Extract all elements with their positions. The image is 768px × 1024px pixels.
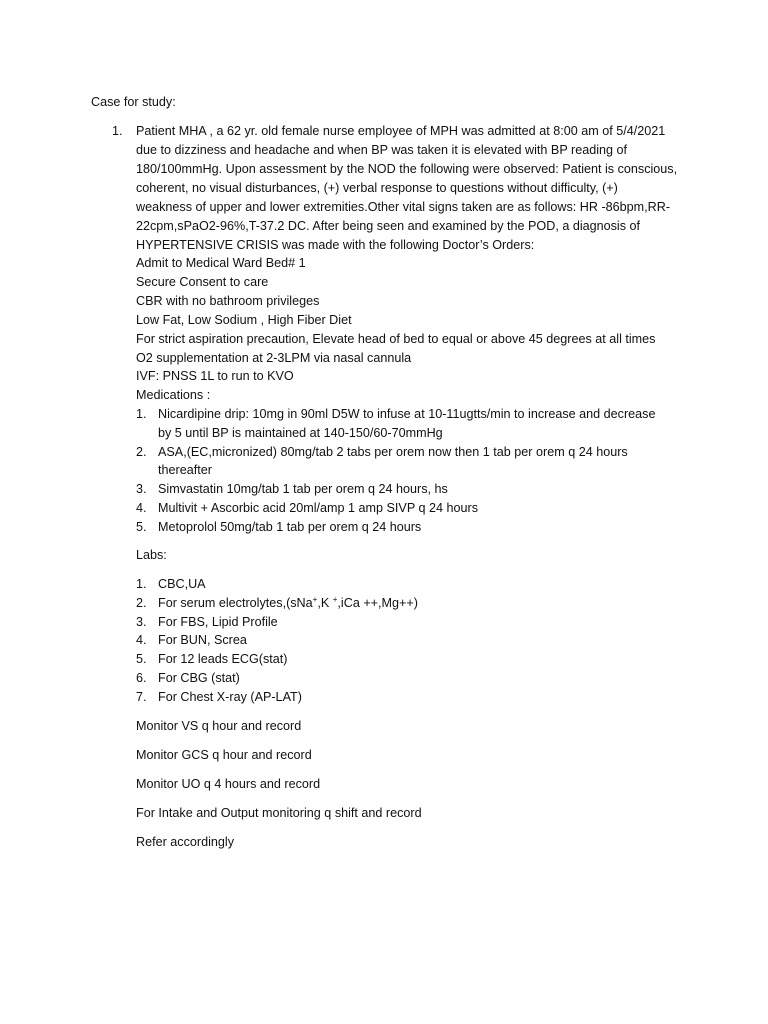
intro-line: due to dizziness and headache and when BP was taken it is elevated with BP reading of bbox=[136, 143, 628, 157]
medication-line: Nicardipine drip: 10mg in 90ml D5W to infuse at 10-11ugtts/min to increase and decrease bbox=[158, 407, 656, 421]
lab-number: 2. bbox=[136, 596, 147, 610]
monitoring-item: Monitor VS q hour and record bbox=[136, 719, 302, 733]
medication-number: 3. bbox=[136, 482, 147, 496]
lab-number: 1. bbox=[136, 577, 147, 591]
medication-line: Simvastatin 10mg/tab 1 tab per orem q 24 hours, hs bbox=[158, 482, 448, 496]
medication-number: 2. bbox=[136, 445, 147, 459]
intro-line: coherent, no visual disturbances, (+) verbal response to questions without difficulty, (+) bbox=[136, 181, 618, 195]
order-item: CBR with no bathroom privileges bbox=[136, 294, 320, 308]
lab-number: 6. bbox=[136, 671, 147, 685]
lab-item: For BUN, Screa bbox=[158, 633, 247, 647]
intro-line: 22cpm,sPaO2-96%,T-37.2 DC. After being seen and examined by the POD, a diagnosis of bbox=[136, 219, 641, 233]
lab-number: 5. bbox=[136, 652, 147, 666]
order-item: Secure Consent to care bbox=[136, 275, 269, 289]
lab-text: For serum electrolytes,(sNa bbox=[158, 596, 313, 610]
lab-item: For 12 leads ECG(stat) bbox=[158, 652, 288, 666]
order-item: For strict aspiration precaution, Elevate head of bed to equal or above 45 degrees at all times bbox=[136, 332, 656, 346]
monitoring-item: Monitor GCS q hour and record bbox=[136, 748, 312, 762]
order-item: IVF: PNSS 1L to run to KVO bbox=[136, 369, 294, 383]
medication-number: 5. bbox=[136, 520, 147, 534]
monitoring-item: Refer accordingly bbox=[136, 835, 234, 849]
superscript-plus: + bbox=[332, 595, 338, 604]
medications-label: Medications : bbox=[136, 388, 211, 402]
lab-text: ,K bbox=[317, 596, 333, 610]
lab-number: 3. bbox=[136, 615, 147, 629]
intro-line: weakness of upper and lower extremities.Other vital signs taken are as follows: HR -86bpm,RR- bbox=[136, 200, 671, 214]
labs-label: Labs: bbox=[136, 548, 167, 562]
medication-number: 1. bbox=[136, 407, 147, 421]
monitoring-item: For Intake and Output monitoring q shift and record bbox=[136, 806, 422, 820]
lab-number: 4. bbox=[136, 633, 147, 647]
order-item: Admit to Medical Ward Bed# 1 bbox=[136, 256, 306, 270]
lab-item-electrolytes bbox=[158, 594, 418, 613]
intro-line: Patient MHA , a 62 yr. old female nurse employee of MPH was admitted at 8:00 am of 5/4/2021 bbox=[136, 124, 666, 138]
lab-item: CBC,UA bbox=[158, 577, 206, 591]
lab-item: For CBG (stat) bbox=[158, 671, 240, 685]
lab-item: For Chest X-ray (AP-LAT) bbox=[158, 690, 302, 704]
lab-text: ,iCa ++,Mg++) bbox=[337, 596, 418, 610]
lab-number: 7. bbox=[136, 690, 147, 704]
intro-line: HYPERTENSIVE CRISIS was made with the following Doctor’s Orders: bbox=[136, 238, 535, 252]
medication-line: by 5 until BP is maintained at 140-150/60-70mmHg bbox=[158, 426, 443, 440]
case-number: 1. bbox=[112, 124, 123, 138]
monitoring-item: Monitor UO q 4 hours and record bbox=[136, 777, 321, 791]
intro-line: 180/100mmHg. Upon assessment by the NOD the following were observed: Patient is conscious, bbox=[136, 162, 678, 176]
medication-line: thereafter bbox=[158, 463, 212, 477]
medication-number: 4. bbox=[136, 501, 147, 515]
medication-line: Metoprolol 50mg/tab 1 tab per orem q 24 hours bbox=[158, 520, 422, 534]
medication-line: Multivit + Ascorbic acid 20ml/amp 1 amp SIVP q 24 hours bbox=[158, 501, 479, 515]
superscript-plus: + bbox=[312, 595, 318, 604]
order-item: O2 supplementation at 2-3LPM via nasal cannula bbox=[136, 351, 412, 365]
medication-line: ASA,(EC,micronized) 80mg/tab 2 tabs per orem now then 1 tab per orem q 24 hours bbox=[158, 445, 628, 459]
order-item: Low Fat, Low Sodium , High Fiber Diet bbox=[136, 313, 352, 327]
document-heading: Case for study: bbox=[91, 95, 176, 109]
lab-item: For FBS, Lipid Profile bbox=[158, 615, 278, 629]
